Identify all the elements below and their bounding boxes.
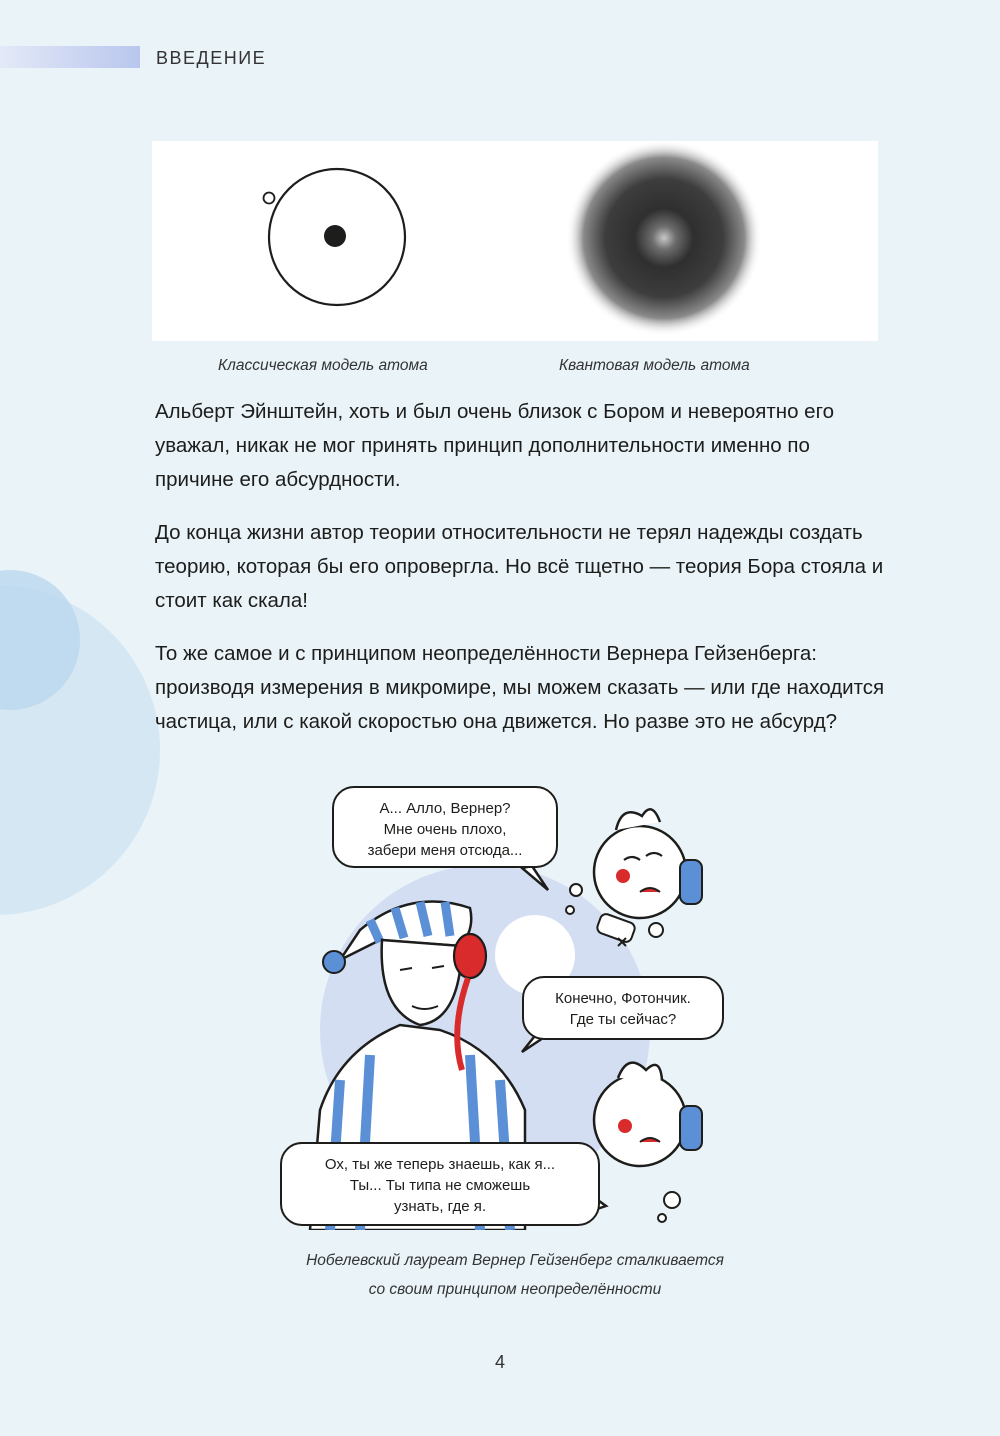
caption-line: со своим принципом неопределённости xyxy=(368,1281,662,1298)
atom-models-illustration xyxy=(152,141,878,341)
classical-atom xyxy=(264,169,406,305)
bubble-line: Где ты сейчас? xyxy=(569,1011,677,1028)
classical-model-caption: Классическая модель атома xyxy=(218,357,428,374)
figure-caption xyxy=(230,1246,800,1304)
bubble-line: Ох, ты же теперь знаешь, как я... xyxy=(324,1156,556,1173)
bubble-line: А... Алло, Вернер? xyxy=(379,800,511,817)
body-paragraph xyxy=(155,637,885,739)
body-paragraph xyxy=(155,395,885,497)
comic-illustration xyxy=(300,780,730,1230)
speech-bubble xyxy=(280,1142,600,1226)
nucleus xyxy=(324,225,346,247)
electron xyxy=(264,193,275,204)
bubble-line: Ты... Ты типа не сможешь xyxy=(349,1177,531,1194)
bubble-line: узнать, где я. xyxy=(393,1198,487,1215)
bubble-line: Конечно, Фотончик. xyxy=(555,990,691,1007)
paragraph-text: Альберт Эйнштейн, хоть и был очень близок с Бором и невероятно его уважал, никак не мог принять принцип дополнительности именно по причине его абсурдности. xyxy=(155,400,835,491)
quantum-model-caption: Квантовая модель атома xyxy=(559,357,750,374)
header-accent-bar xyxy=(0,46,140,68)
section-title: ВВЕДЕНИЕ xyxy=(156,48,267,68)
quantum-electron-cloud xyxy=(566,141,762,336)
speech-bubble xyxy=(522,976,724,1040)
caption-line: Нобелевский лауреат Вернер Гейзенберг сталкивается xyxy=(306,1252,724,1269)
paragraph-text: То же самое и с принципом неопределённости Вернера Гейзенберга: производя измерения в микромире, мы можем сказать — или где находится частица, или с какой скоростью она движется. Но разве это не абсурд? xyxy=(155,642,885,733)
page-number: 4 xyxy=(494,1352,505,1372)
bubble-line: Мне очень плохо, xyxy=(383,821,507,838)
paragraph-text: До конца жизни автор теории относительности не терял надежды создать теорию, которая бы его опровергла. Но всё тщетно — теория Бора стояла и стоит как скала! xyxy=(155,521,884,612)
speech-bubble xyxy=(332,786,558,868)
body-paragraph xyxy=(155,516,885,618)
photon-character-top xyxy=(594,809,702,918)
atom-models-figure xyxy=(152,141,878,341)
bubble-line: забери меня отсюда... xyxy=(367,842,523,859)
